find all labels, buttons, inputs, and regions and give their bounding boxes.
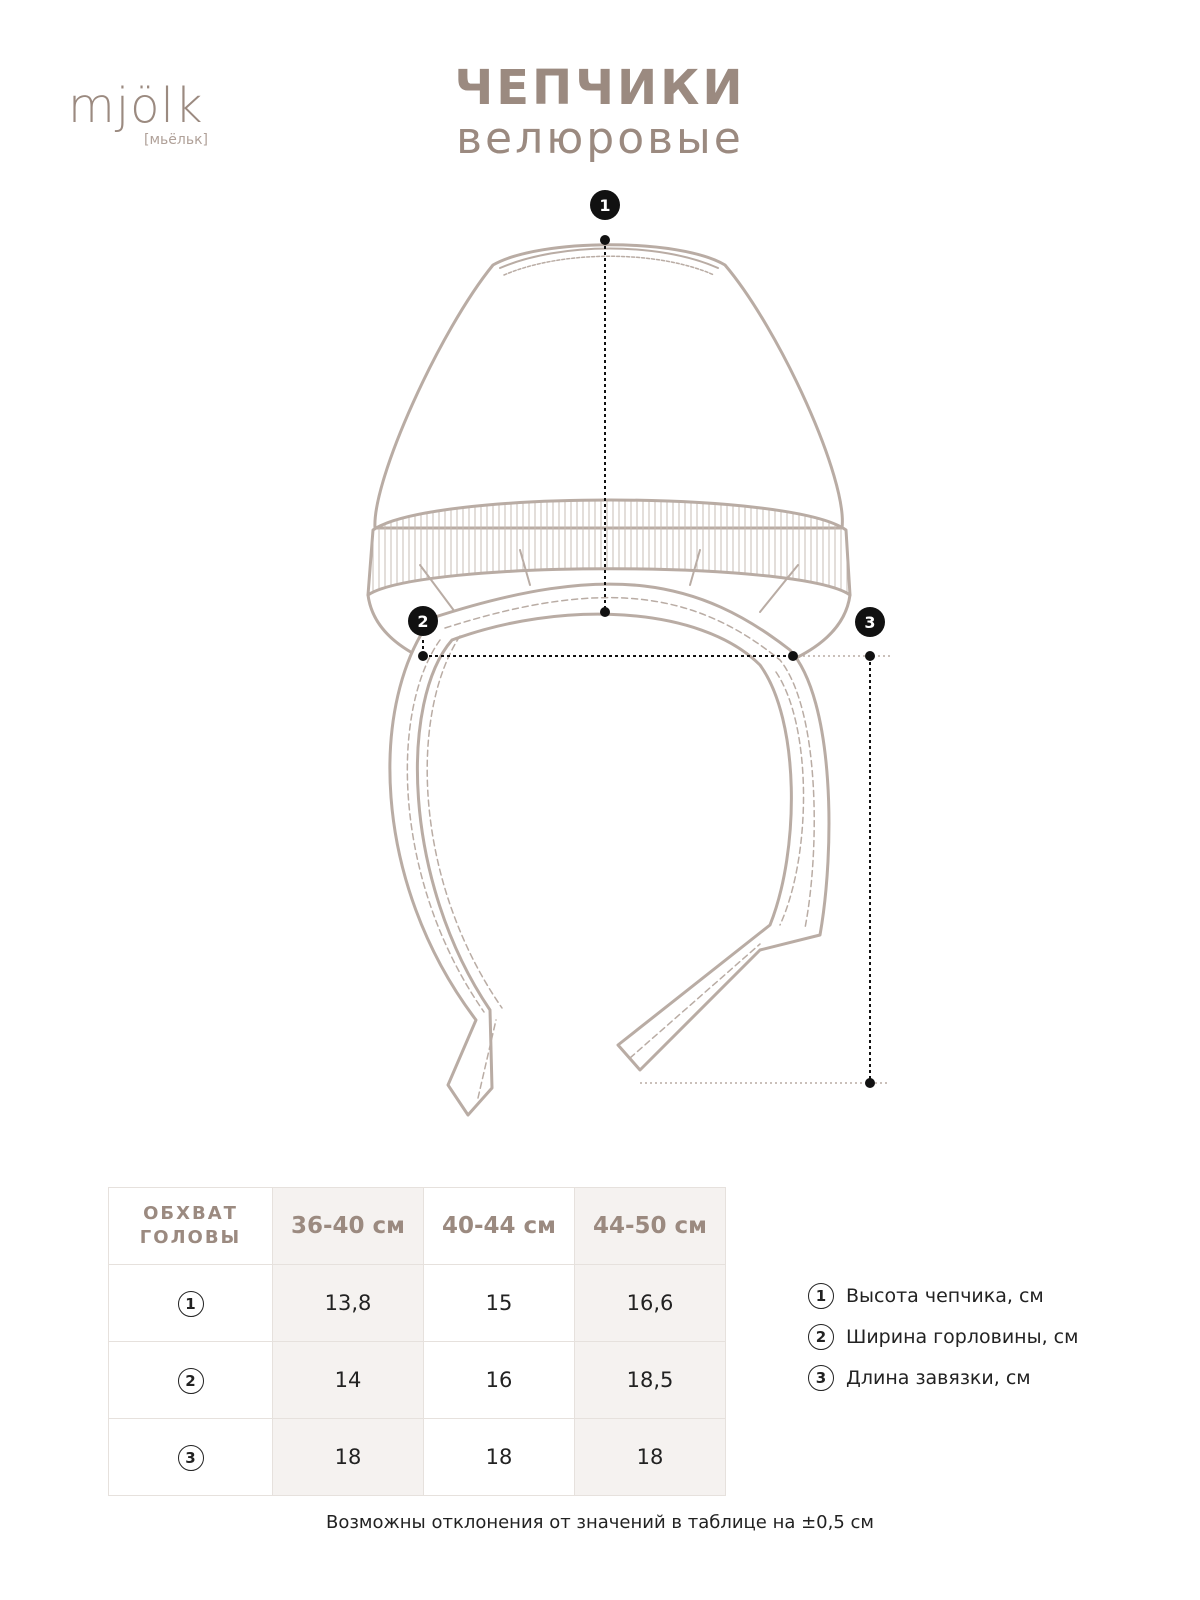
table-cell: 16 [424, 1342, 575, 1419]
table-cell: 18,5 [575, 1342, 726, 1419]
logo-wordmark: mjölk [68, 78, 204, 134]
legend-marker: 2 [808, 1324, 834, 1350]
header-size-1: 36-40 см [273, 1188, 424, 1265]
legend-item [808, 1325, 1078, 1349]
svg-text:3: 3 [864, 613, 876, 632]
svg-text:1: 1 [599, 196, 611, 215]
marker-2 [408, 606, 438, 636]
table-cell: 18 [273, 1419, 424, 1496]
row-marker: 3 [178, 1445, 204, 1471]
marker-3 [855, 607, 885, 637]
table-cell: 13,8 [273, 1265, 424, 1342]
table-row [109, 1265, 726, 1342]
row-marker-cell [109, 1342, 273, 1419]
table-row [109, 1342, 726, 1419]
svg-text:2: 2 [417, 612, 429, 631]
size-table [108, 1187, 726, 1496]
row-marker-cell [109, 1265, 273, 1342]
legend-item [808, 1366, 1078, 1390]
row-marker: 2 [178, 1368, 204, 1394]
title-main: ЧЕПЧИКИ [454, 60, 746, 116]
legend-marker: 3 [808, 1365, 834, 1391]
legend-item [808, 1284, 1078, 1308]
marker-1 [590, 190, 620, 220]
legend-label: Высота чепчика, см [846, 1285, 1044, 1307]
row-marker: 1 [178, 1291, 204, 1317]
bonnet-crown [375, 245, 842, 528]
table-cell: 18 [575, 1419, 726, 1496]
table-cell: 15 [424, 1265, 575, 1342]
title-subtitle: велюровые [456, 113, 744, 164]
table-cell: 18 [424, 1419, 575, 1496]
table-cell: 14 [273, 1342, 424, 1419]
bonnet-band [368, 500, 850, 595]
header-size-3: 44-50 см [575, 1188, 726, 1265]
tolerance-note: Возможны отклонения от значений в таблице на ±0,5 см [326, 1512, 874, 1533]
table-header-row [109, 1188, 726, 1265]
header-head-circumference: ОБХВАТ ГОЛОВЫ [109, 1188, 273, 1265]
header-size-2: 40-44 см [424, 1188, 575, 1265]
table-row [109, 1419, 726, 1496]
logo-subtitle: [мьёльк] [144, 132, 209, 148]
row-marker-cell [109, 1419, 273, 1496]
legend-label: Ширина горловины, см [846, 1326, 1079, 1348]
ribbon-left [390, 584, 829, 1115]
legend-label: Длина завязки, см [846, 1367, 1031, 1389]
table-cell: 16,6 [575, 1265, 726, 1342]
legend [808, 1284, 1078, 1407]
legend-marker: 1 [808, 1283, 834, 1309]
